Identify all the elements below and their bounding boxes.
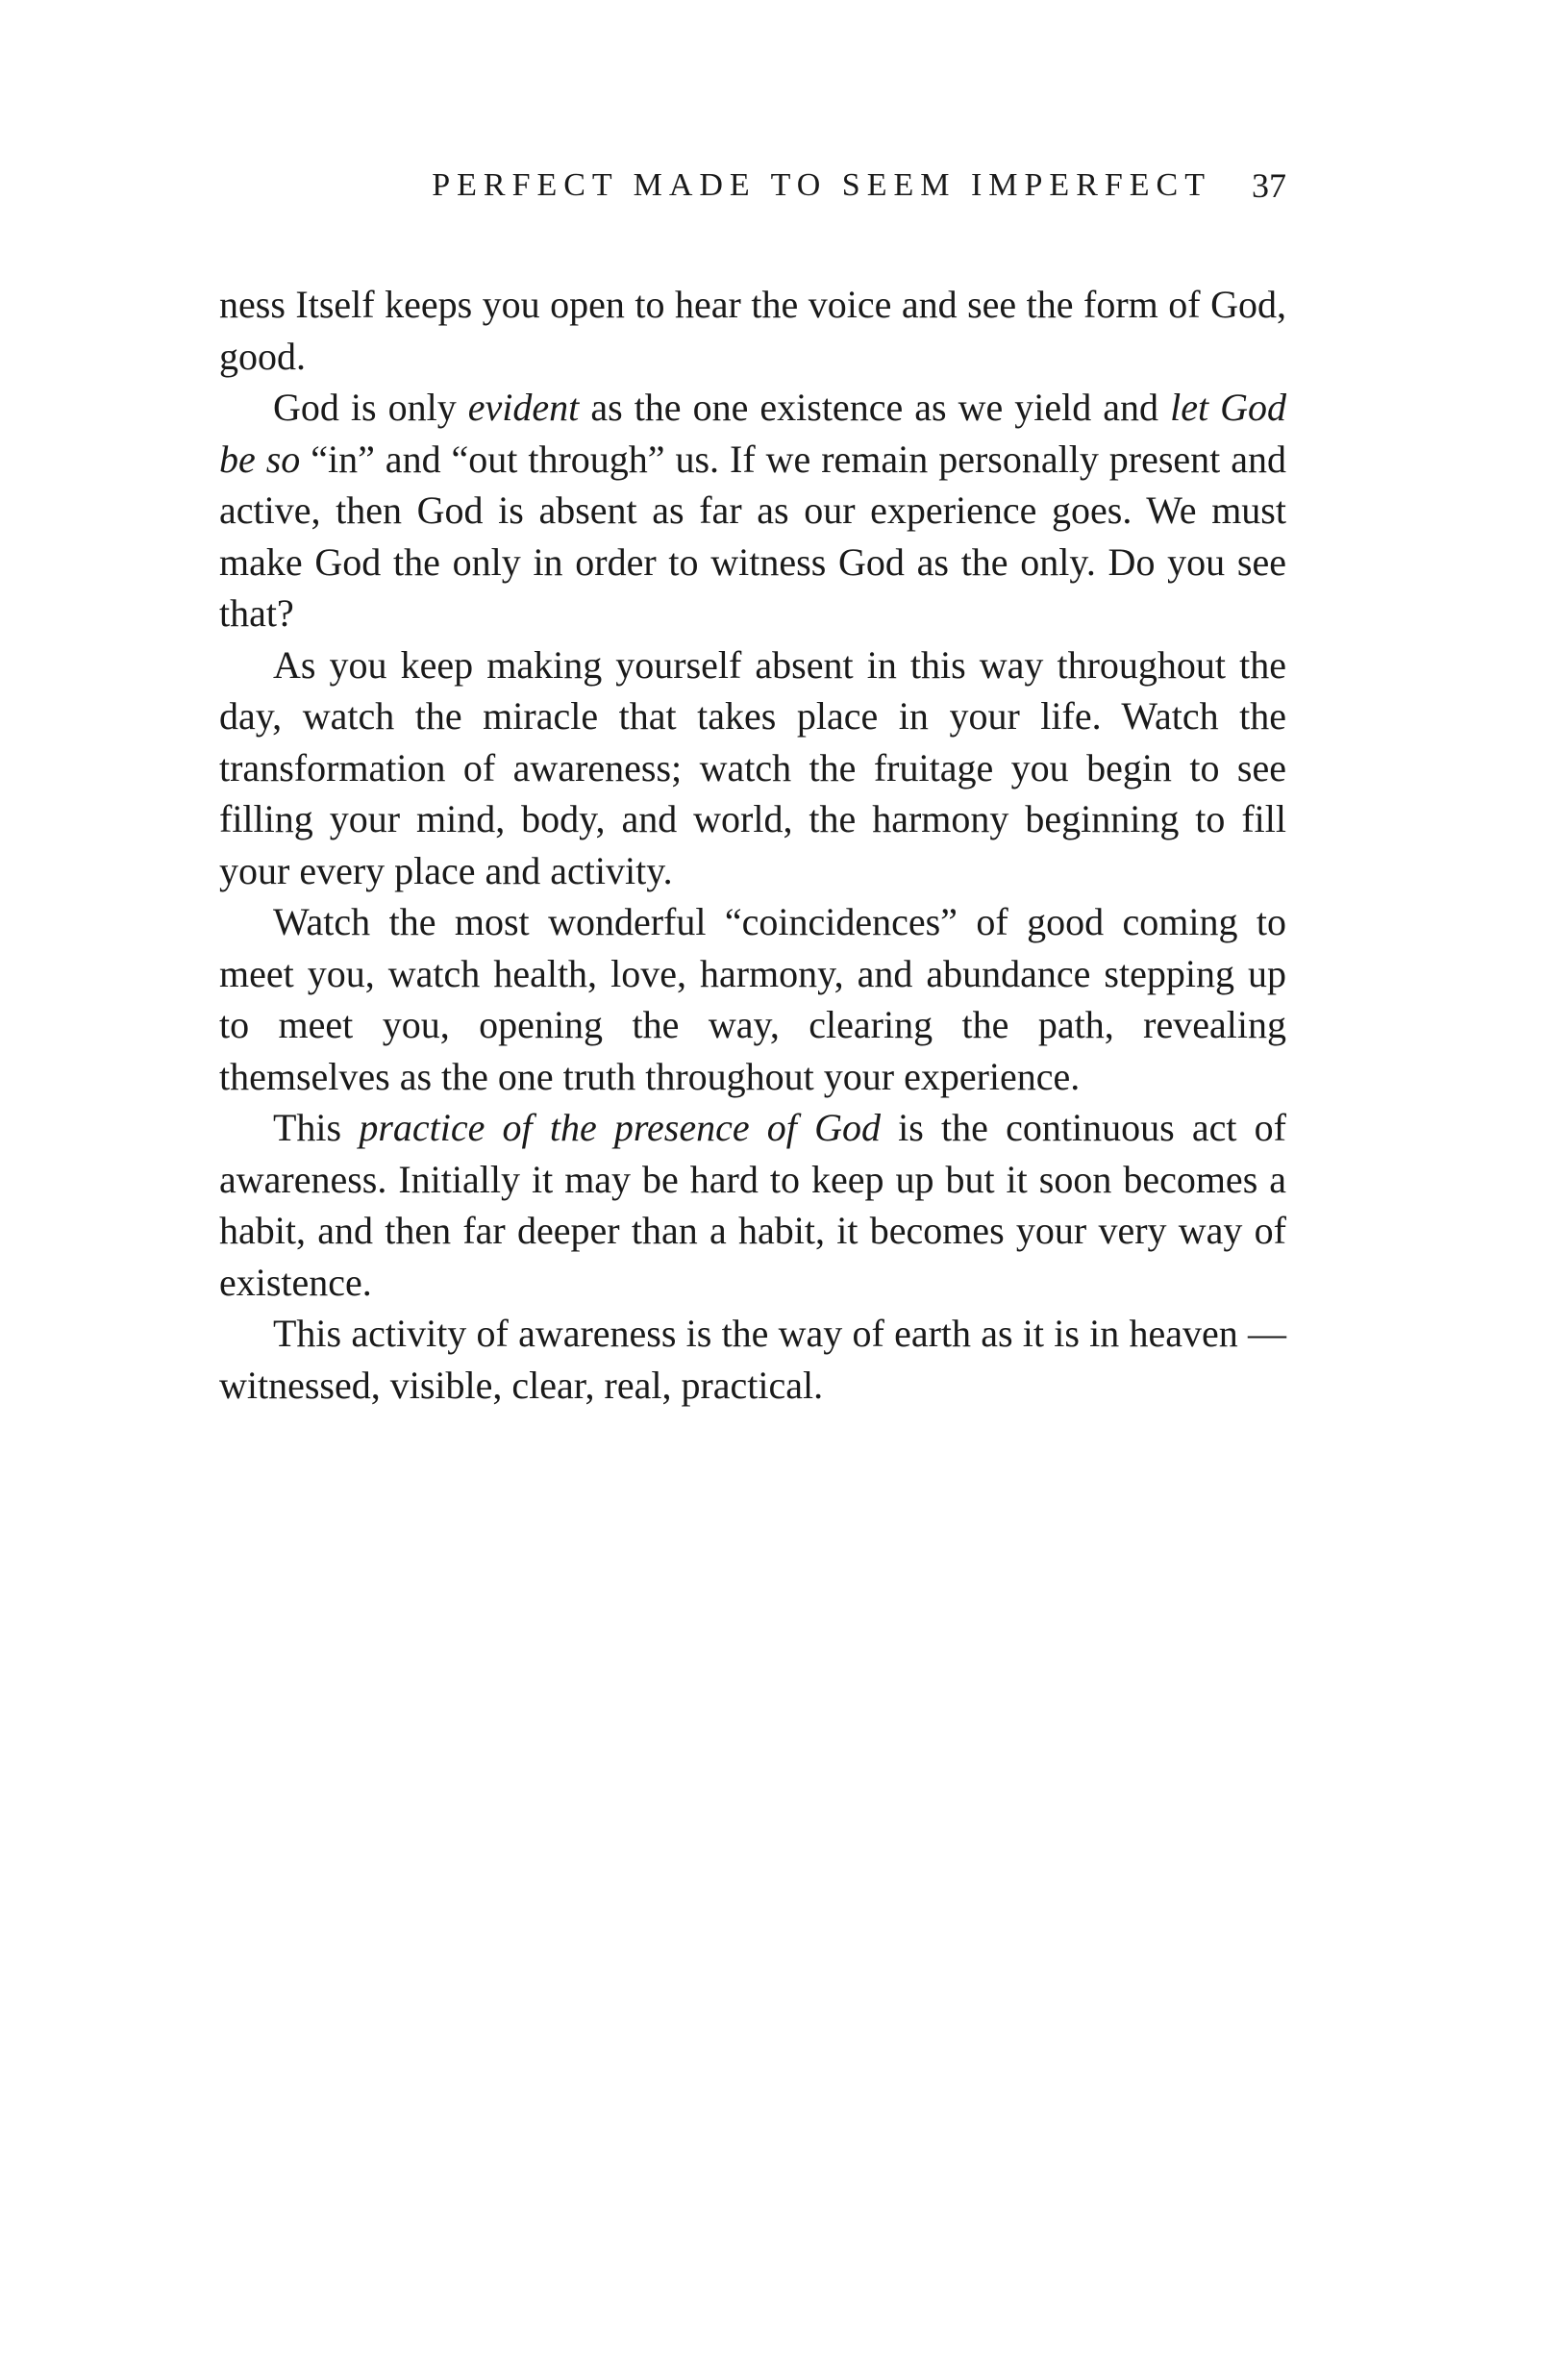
text-run: This activity of awareness is the way of earth as it is in heaven — witnessed, visible, clear, real, practical. bbox=[219, 1312, 1286, 1407]
text-run: ness Itself keeps you open to hear the voice and see the form of God, good. bbox=[219, 283, 1286, 378]
paragraph bbox=[219, 1102, 1286, 1308]
italic-run: practice of the presence of God bbox=[359, 1106, 881, 1149]
text-run: is the continuous act of awareness. Initially it may be hard to keep up but it soon becomes a habit, and then far deeper than a habit, it becomes your very way of existence. bbox=[219, 1106, 1286, 1304]
running-head bbox=[219, 162, 1286, 210]
paragraph bbox=[219, 382, 1286, 639]
running-title: PERFECT MADE TO SEEM IMPERFECT bbox=[432, 167, 1211, 203]
text-run: “in” and “out through” us. If we remain personally present and active, then God is absent as far as our experience goes. We must make God the only in order to witness God as the only. Do you see that? bbox=[219, 437, 1286, 635]
page-number: 37 bbox=[1252, 166, 1286, 205]
paragraph bbox=[219, 1308, 1286, 1411]
paragraph bbox=[219, 639, 1286, 897]
paragraph bbox=[219, 896, 1286, 1102]
text-run: As you keep making yourself absent in this way throughout the day, watch the miracle that takes place in your life. Watch the transformation of awareness; watch the fruitage you begin to see filling your mind, body, and world, the harmony beginning to fill your every place and activity. bbox=[219, 642, 1286, 892]
text-run: as the one existence as we yield and bbox=[579, 386, 1171, 429]
text-run: Watch the most wonderful “coincidences” of good coming to meet you, watch health, love, harmony, and abundance stepping up to meet you, opening the way, clearing the path, revealing themselves as the one truth throughout your experience. bbox=[219, 900, 1286, 1098]
text-run: God is only bbox=[273, 386, 468, 429]
paragraph bbox=[219, 279, 1286, 382]
text-run: This bbox=[273, 1106, 360, 1149]
body-text bbox=[219, 279, 1286, 1411]
italic-run: let God be so bbox=[219, 386, 1286, 481]
italic-run: evident bbox=[467, 386, 580, 429]
